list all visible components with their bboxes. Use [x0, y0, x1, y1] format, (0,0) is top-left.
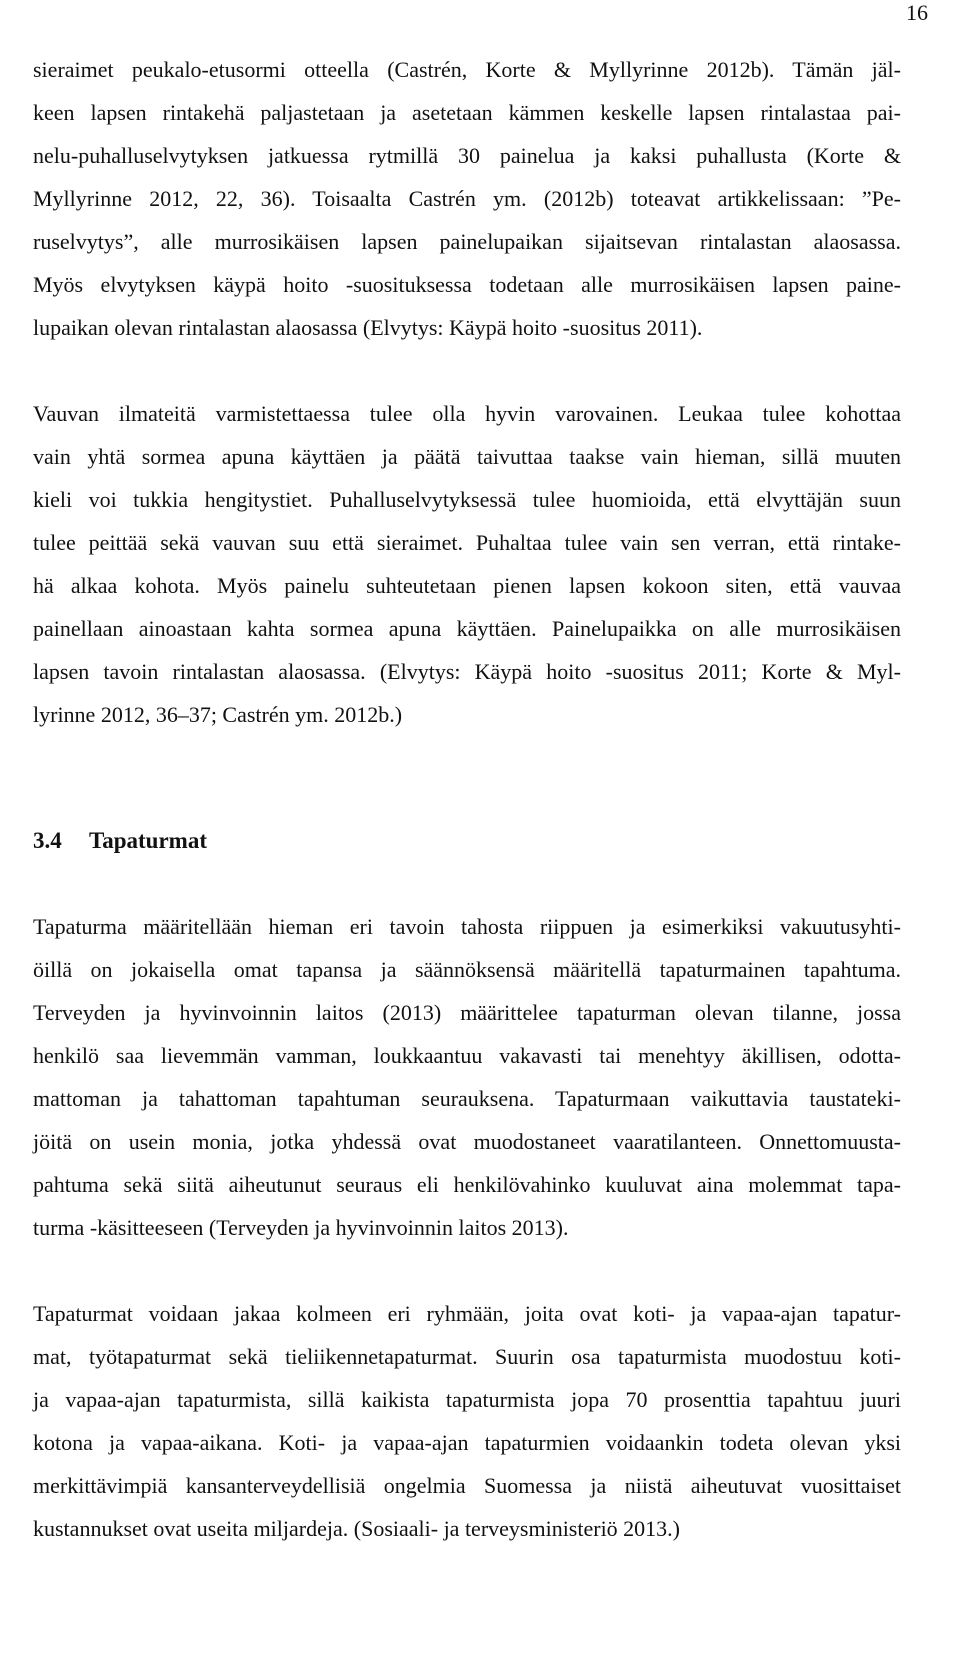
paragraph-line: vain yhtä sormea apuna käyttäen ja päätä taivuttaa taakse vain hieman, sillä muuten: [33, 444, 901, 469]
paragraph-line: sieraimet peukalo-etusormi otteella (Castrén, Korte & Myllyrinne 2012b). Tämän jäl-: [33, 57, 901, 82]
paragraph-line: Terveyden ja hyvinvoinnin laitos (2013) määrittelee tapaturman olevan tilanne, jossa: [33, 1000, 901, 1025]
section-heading: [33, 828, 207, 854]
paragraph-line: henkilö saa lievemmän vamman, loukkaantuu vakavasti tai menehtyy äkillisen, odotta-: [33, 1043, 901, 1068]
paragraph-line: tulee peittää sekä vauvan suu että sieraimet. Puhaltaa tulee vain sen verran, että rintake-: [33, 530, 901, 555]
paragraph-line: lyrinne 2012, 36–37; Castrén ym. 2012b.): [33, 702, 403, 727]
paragraph-line: Myös elvytyksen käypä hoito -suosituksessa todetaan alle murrosikäisen lapsen paine-: [33, 272, 901, 297]
paragraph-line: Vauvan ilmateitä varmistettaessa tulee olla hyvin varovainen. Leukaa tulee kohottaa: [33, 401, 901, 426]
paragraph-line: ruselvytys”, alle murrosikäisen lapsen painelupaikan sijaitsevan rintalastan alaosassa.: [33, 229, 901, 254]
page-number: 16: [906, 0, 928, 25]
paragraph-line: kieli voi tukkia hengitystiet. Puhalluselvytyksessä tulee huomioida, että elvyttäjän suun: [33, 487, 901, 512]
paragraph-line: merkittävimpiä kansanterveydellisiä ongelmia Suomessa ja niistä aiheutuvat vuosittaiset: [33, 1473, 901, 1498]
paragraph-line: mattoman ja tahattoman tapahtuman seurauksena. Tapaturmaan vaikuttavia taustateki-: [33, 1086, 901, 1111]
section-title: Tapaturmat: [89, 828, 207, 853]
paragraph-line: turma -käsitteeseen (Terveyden ja hyvinvoinnin laitos 2013).: [33, 1215, 569, 1240]
paragraph-line: Myllyrinne 2012, 22, 36). Toisaalta Castrén ym. (2012b) toteavat artikkelissaan: ”Pe-: [33, 186, 901, 211]
paragraph-line: lupaikan olevan rintalastan alaosassa (Elvytys: Käypä hoito -suositus 2011).: [33, 315, 703, 340]
paragraph-line: nelu-puhalluselvytyksen jatkuessa rytmillä 30 painelua ja kaksi puhallusta (Korte &: [33, 143, 901, 168]
paragraph-line: jöitä on usein monia, jotka yhdessä ovat muodostaneet vaaratilanteen. Onnettomuusta-: [33, 1129, 901, 1154]
paragraph-line: mat, työtapaturmat sekä tieliikennetapaturmat. Suurin osa tapaturmista muodostuu koti-: [33, 1344, 901, 1369]
paragraph-line: painellaan ainoastaan kahta sormea apuna käyttäen. Painelupaikka on alle murrosikäisen: [33, 616, 901, 641]
paragraph-line: lapsen tavoin rintalastan alaosassa. (Elvytys: Käypä hoito -suositus 2011; Korte & Myl-: [33, 659, 901, 684]
paragraph-line: Tapaturma määritellään hieman eri tavoin tahosta riippuen ja esimerkiksi vakuutusyhti-: [33, 914, 901, 939]
paragraph-line: kotona ja vapaa-aikana. Koti- ja vapaa-ajan tapaturmien voidaankin todeta olevan yksi: [33, 1430, 901, 1455]
paragraph-line: kustannukset ovat useita miljardeja. (Sosiaali- ja terveysministeriö 2013.): [33, 1516, 681, 1541]
paragraph-line: pahtuma sekä siitä aiheutunut seuraus eli henkilövahinko kuuluvat aina molemmat tapa-: [33, 1172, 901, 1197]
paragraph-line: keen lapsen rintakehä paljastetaan ja asetetaan kämmen keskelle lapsen rintalastaa pai-: [33, 100, 901, 125]
paragraph-line: Tapaturmat voidaan jakaa kolmeen eri ryhmään, joita ovat koti- ja vapaa-ajan tapatur-: [33, 1301, 901, 1326]
paragraph-line: hä alkaa kohota. Myös painelu suhteutetaan pienen lapsen kokoon siten, että vauvaa: [33, 573, 901, 598]
paragraph-line: ja vapaa-ajan tapaturmista, sillä kaikista tapaturmista jopa 70 prosenttia tapahtuu juuri: [33, 1387, 901, 1412]
paragraph-line: öillä on jokaisella omat tapansa ja säännöksensä määritellä tapaturmainen tapahtuma.: [33, 957, 901, 982]
section-number: 3.4: [33, 828, 62, 853]
